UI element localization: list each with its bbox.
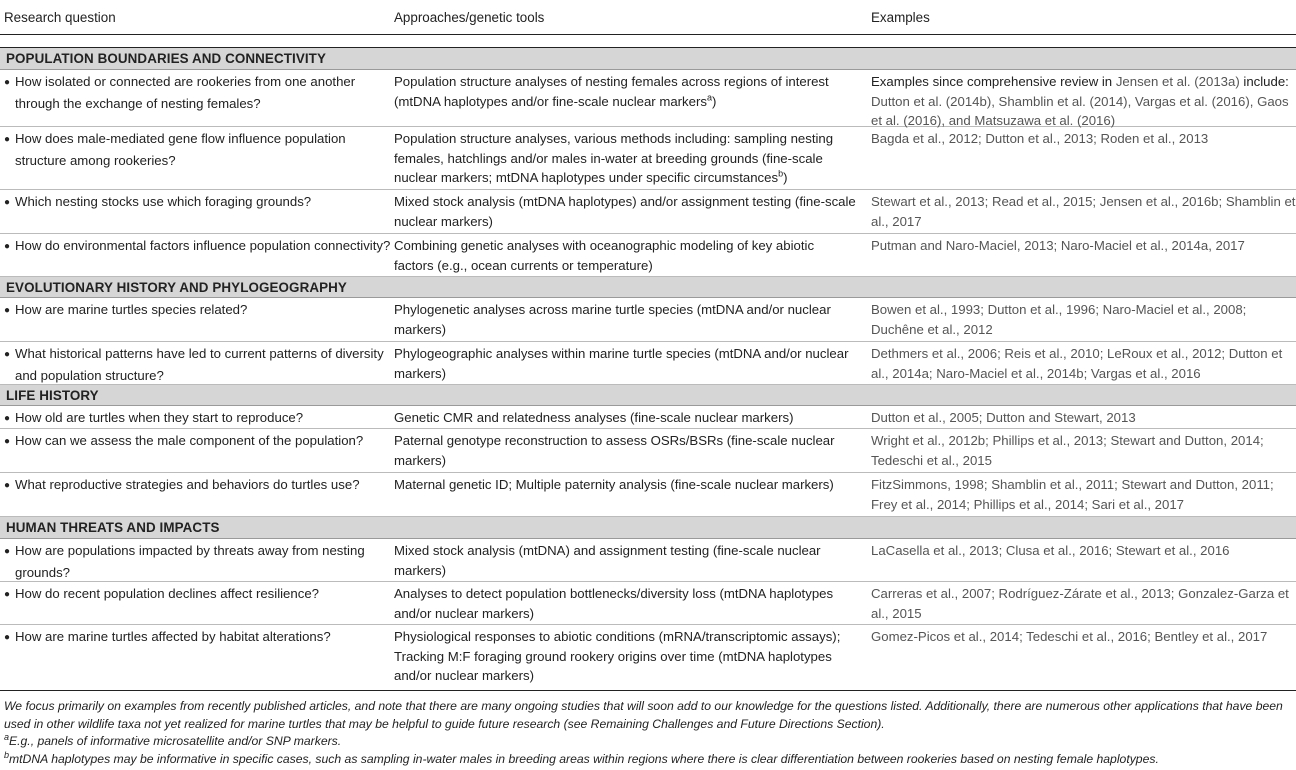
approach-cell: Population structure analyses of nesting females across regions of interest (mtDNA haplotypes and/or fine-scale nuclear markers$^a$) xyxy=(394,74,829,109)
approach-cell: Analyses to detect population bottlenecks/diversity loss (mtDNA haplotypes and/or nuclear markers) xyxy=(394,586,834,621)
examples-cell[interactable]: Carreras et al., 2007; Rodríguez-Zárate et al., 2013; Gonzalez-Garza et al., 2015 xyxy=(871,586,1289,621)
col-header-examples: Examples xyxy=(871,10,930,25)
examples-cell[interactable]: FitzSimmons, 1998; Shamblin et al., 2011; Stewart and Dutton, 2011; Frey et al., 2014; Phillips et al., 2014; Sari et al., 2017 xyxy=(871,477,1274,512)
examples-cell[interactable]: Dethmers et al., 2006; Reis et al., 2010; LeRoux et al., 2012; Dutton et al., 2014a; Naro-Maciel et al., 2014b; Vargas et al., 2016 xyxy=(871,346,1283,381)
question-cell: ● How are marine turtles affected by habitat alterations? xyxy=(4,627,391,649)
examples-cell[interactable]: LaCasella et al., 2013; Clusa et al., 2016; Stewart et al., 2016 xyxy=(871,543,1230,558)
examples-cell: Examples since comprehensive review in Jensen et al. (2013a) include: Dutton et al. (2014b), Shamblin et al. (2014), Vargas et al. (2016), Gaos et al. (2016), and Matsuzawa et al. (2016) xyxy=(871,74,1289,128)
examples-cell[interactable]: Wright et al., 2012b; Phillips et al., 2013; Stewart and Dutton, 2014; Tedeschi et al., 2015 xyxy=(871,433,1264,468)
table-row xyxy=(0,473,1296,517)
footnote-main: We focus primarily on examples from recently published articles, and note that there are many ongoing studies that will soon add to our knowledge for the questions listed. Additionally, there are numerous other applications that have been used in other wildlife taxa not yet realized for marine turtles that may be helpful to guide future research (see Remaining Challenges and Future Directions Section). xyxy=(4,699,1283,731)
table-row xyxy=(0,406,1296,429)
bullet-icon: ● xyxy=(4,305,11,316)
question-cell: ● What historical patterns have led to current patterns of diversity and population structure? xyxy=(4,346,384,383)
approach-cell: Phylogeographic analyses within marine turtle species (mtDNA and/or nuclear markers) xyxy=(394,346,849,381)
section-heading: LIFE HISTORY xyxy=(0,385,1296,406)
col-header-question: Research question xyxy=(4,10,116,25)
question-cell: ● What reproductive strategies and behaviors do turtles use? xyxy=(4,475,391,497)
question-cell: ● How are marine turtles species related? xyxy=(4,300,391,322)
approach-cell: Mixed stock analysis (mtDNA) and assignment testing (fine-scale nuclear markers) xyxy=(394,543,821,578)
question-cell: ● How old are turtles when they start to reproduce? xyxy=(4,408,391,430)
section-heading: EVOLUTIONARY HISTORY AND PHYLOGEOGRAPHY xyxy=(0,277,1296,298)
section-heading: POPULATION BOUNDARIES AND CONNECTIVITY xyxy=(0,48,1296,70)
question-cell: ● How isolated or connected are rookeries from one another through the exchange of nesting females? xyxy=(4,74,356,111)
bullet-icon: ● xyxy=(4,413,11,424)
question-cell: ● How can we assess the male component of the population? xyxy=(4,431,391,453)
bullet-icon: ● xyxy=(4,546,11,557)
table-row xyxy=(0,298,1296,342)
examples-cell[interactable]: Bowen et al., 1993; Dutton et al., 1996; Naro-Maciel et al., 2008; Duchêne et al., 2012 xyxy=(871,302,1247,337)
bullet-icon: ● xyxy=(4,241,11,252)
footnote-a: $^a$E.g., panels of informative microsatellite and/or SNP markers. xyxy=(4,731,342,748)
section-heading: HUMAN THREATS AND IMPACTS xyxy=(0,517,1296,539)
examples-cell[interactable]: Putman and Naro-Maciel, 2013; Naro-Maciel et al., 2014a, 2017 xyxy=(871,238,1245,253)
bullet-icon: ● xyxy=(4,197,11,208)
question-cell: ● How does male-mediated gene flow influence population structure among rookeries? xyxy=(4,131,346,168)
examples-cell[interactable]: Dutton et al., 2005; Dutton and Stewart, 2013 xyxy=(871,410,1136,425)
col-header-approaches: Approaches/genetic tools xyxy=(394,10,545,25)
approach-cell: Phylogenetic analyses across marine turtle species (mtDNA and/or nuclear markers) xyxy=(394,302,831,337)
table-row xyxy=(0,127,1296,190)
table-footnotes xyxy=(0,691,1296,768)
citation-link[interactable]: Dutton et al. (2014b), Shamblin et al. (2014), Vargas et al. (2016), Gaos et al. (2016), and Matsuzawa et al. (2016) xyxy=(871,93,1289,128)
examples-cell[interactable]: Bagda et al., 2012; Dutton et al., 2013; Roden et al., 2013 xyxy=(871,131,1209,146)
table-row xyxy=(0,190,1296,234)
bullet-icon: ● xyxy=(4,480,11,491)
footnote-b: $^b$mtDNA haplotypes may be informative in specific cases, such as sampling in-water males in breeding areas within regions where there is clear differentiation between rookeries based on nesting female haplotypes. xyxy=(4,749,1159,766)
citation-link[interactable]: Jensen et al. (2013a) xyxy=(1115,74,1240,89)
table-header xyxy=(0,0,1296,35)
approach-cell: Mixed stock analysis (mtDNA haplotypes) and/or assignment testing (fine-scale nuclear markers) xyxy=(394,194,856,229)
examples-cell[interactable]: Gomez-Picos et al., 2014; Tedeschi et al., 2016; Bentley et al., 2017 xyxy=(871,629,1268,644)
header-spacer xyxy=(0,35,1296,48)
bullet-icon: ● xyxy=(4,134,11,145)
question-cell: ● How do recent population declines affect resilience? xyxy=(4,584,391,606)
bullet-icon: ● xyxy=(4,589,11,600)
bullet-icon: ● xyxy=(4,632,11,643)
approach-cell: Maternal genetic ID; Multiple paternity analysis (fine-scale nuclear markers) xyxy=(394,477,834,492)
table-row xyxy=(0,582,1296,625)
table-row xyxy=(0,539,1296,582)
approach-cell: Paternal genotype reconstruction to assess OSRs/BSRs (fine-scale nuclear markers) xyxy=(394,433,835,468)
bullet-icon: ● xyxy=(4,77,11,88)
examples-cell[interactable]: Stewart et al., 2013; Read et al., 2015; Jensen et al., 2016b; Shamblin et al., 2017 xyxy=(871,194,1296,229)
bullet-icon: ● xyxy=(4,349,11,360)
approach-cell: Population structure analyses, various methods including: sampling nesting females, hatchlings and/or males in-water at breeding grounds (fine-scale nuclear markers; mtDNA haplotypes under specific circumstances$^b$) xyxy=(394,131,834,185)
table-row xyxy=(0,342,1296,385)
question-cell: ● How do environmental factors influence population connectivity? xyxy=(4,236,391,258)
table-row xyxy=(0,429,1296,473)
approach-cell: Physiological responses to abiotic conditions (mRNA/transcriptomic assays); Tracking M:F foraging ground rookery origins over time (mtDNA haplotypes and/or nuclear markers) xyxy=(394,629,841,683)
approach-cell: Genetic CMR and relatedness analyses (fine-scale nuclear markers) xyxy=(394,410,794,425)
bullet-icon: ● xyxy=(4,436,11,447)
table-row xyxy=(0,70,1296,127)
question-cell: ● Which nesting stocks use which foraging grounds? xyxy=(4,192,391,214)
table-row xyxy=(0,625,1296,690)
question-cell: ● How are populations impacted by threats away from nesting grounds? xyxy=(4,543,365,580)
approach-cell: Combining genetic analyses with oceanographic modeling of key abiotic factors (e.g., ocean currents or temperature) xyxy=(394,238,815,273)
table-row xyxy=(0,234,1296,277)
